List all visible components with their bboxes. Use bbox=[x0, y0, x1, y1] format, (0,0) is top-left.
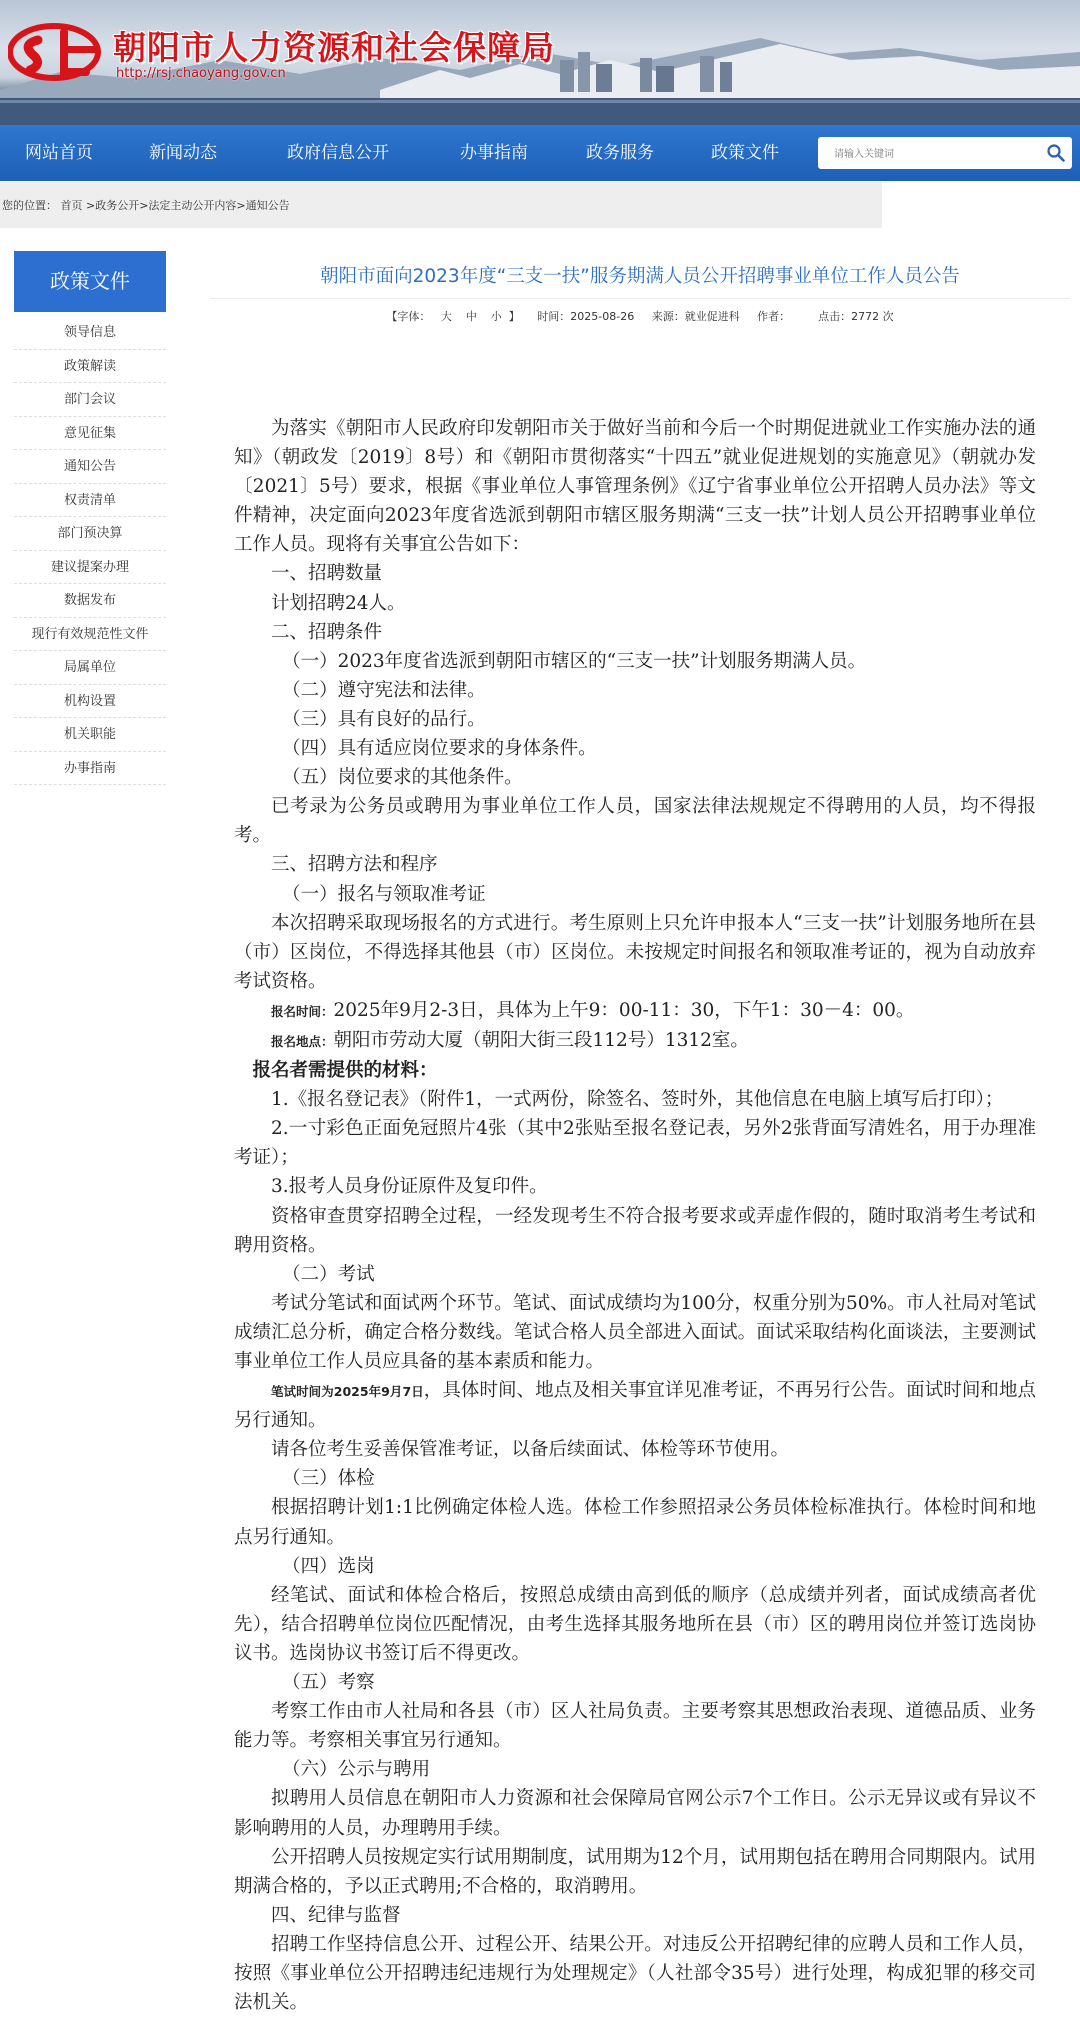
sidebar-item-leaders[interactable]: 领导信息 bbox=[14, 316, 166, 350]
subsection-heading: （三）体检 bbox=[282, 1468, 375, 1490]
sidebar-item-regulations[interactable]: 现行有效规范性文件 bbox=[14, 618, 166, 652]
paragraph: 招聘工作坚持信息公开、过程公开、结果公开。对违反公开招聘纪律的应聘人员和工作人员，按照《事业单位公开招聘违纪违规行为处理规定》（人社部令35号）进行处理，构成犯罪的移交司法机关。 bbox=[234, 1933, 1036, 2014]
exam-time bbox=[234, 1376, 1036, 1435]
article-meta: 【字体： 大 中 小 】 时间：2025-08-26 来源：就业促进科 作者： 点击：2772 次 bbox=[386, 310, 894, 323]
search-icon[interactable] bbox=[1046, 143, 1066, 163]
subsection-heading: （五）考察 bbox=[282, 1672, 375, 1694]
section-heading: 二、招聘条件 bbox=[271, 621, 383, 643]
condition-item: （一）2023年度省选派到朝阳市辖区的“三支一扶”计划服务期满人员。 bbox=[282, 650, 867, 672]
paragraph: 已考录为公务员或聘用为事业单位工作人员，国家法律法规规定不得聘用的人员，均不得报考。 bbox=[234, 796, 1036, 847]
paragraph: 根据招聘计划1:1比例确定体检人选。体检工作参照招录公务员体检标准执行。体检时间和地点另行通知。 bbox=[234, 1497, 1036, 1548]
materials-heading: 报名者需提供的材料： bbox=[252, 1060, 438, 1082]
search-box bbox=[818, 137, 1072, 169]
header-banner bbox=[0, 0, 1080, 125]
exam-time-label: 笔试时间为2025年9月7日 bbox=[271, 1384, 424, 1400]
paragraph: 考试分笔试和面试两个环节。笔试、面试成绩均为100分，权重分别为50%。市人社局对笔试成绩汇总分析，确定合格分数线。笔试合格人员全部进入面试。面试采取结构化面谈法，主要测试事业单位工作人员应具备的基本素质和能力。 bbox=[234, 1292, 1036, 1372]
paragraph: 资格审查贯穿招聘全过程，一经发现考生不符合报考要求或弄虚作假的，随时取消考生考试和聘用资格。 bbox=[234, 1205, 1036, 1256]
paragraph: 经笔试、面试和体检合格后，按照总成绩由高到低的顺序（总成绩并列者，面试成绩高者优先），结合招聘单位岗位匹配情况，由考生选择其服务地所在县（市）区的聘用岗位并签订选岗协议书。选岗协议书签订后不得更改。 bbox=[234, 1584, 1036, 1664]
breadcrumb-bar bbox=[0, 182, 882, 228]
paragraph: 计划招聘24人。 bbox=[271, 592, 406, 614]
subsection-heading: （二）考试 bbox=[282, 1263, 375, 1285]
nav-policy[interactable]: 政策文件 bbox=[711, 143, 779, 163]
article-body bbox=[234, 414, 1036, 2017]
subsection-heading: （六）公示与聘用 bbox=[282, 1759, 431, 1781]
paragraph: 请各位考生妥善保管准考证，以备后续面试、体检等环节使用。 bbox=[271, 1439, 790, 1461]
sidebar-item-powers[interactable]: 权责清单 bbox=[14, 484, 166, 518]
registration-time bbox=[234, 996, 1036, 1026]
condition-item: （三）具有良好的品行。 bbox=[282, 708, 486, 730]
sidebar-item-budget[interactable]: 部门预决算 bbox=[14, 517, 166, 551]
main-nav bbox=[0, 125, 1080, 181]
section-heading: 三、招聘方法和程序 bbox=[271, 854, 438, 876]
sidebar-item-interpretation[interactable]: 政策解读 bbox=[14, 350, 166, 384]
registration-place bbox=[234, 1026, 1036, 1056]
nav-guide[interactable]: 办事指南 bbox=[460, 143, 528, 163]
sidebar-item-meetings[interactable]: 部门会议 bbox=[14, 383, 166, 417]
registration-place-label: 报名地点： bbox=[271, 1033, 334, 1049]
paragraph: 拟聘用人员信息在朝阳市人力资源和社会保障局官网公示7个工作日。公示无异议或有异议不影响聘用的人员，办理聘用手续。 bbox=[234, 1788, 1036, 1839]
site-url[interactable]: http://rsj.chaoyang.gov.cn bbox=[116, 66, 286, 81]
nav-news[interactable]: 新闻动态 bbox=[149, 143, 217, 163]
material-item: 1.《报名登记表》（附件1，一式两份，除签名、签时外，其他信息在电脑上填写后打印）； bbox=[271, 1089, 1004, 1111]
paragraph: 本次招聘采取现场报名的方式进行。考生原则上只允许申报本人“三支一扶”计划服务地所在县（市）区岗位，不得选择其他县（市）区岗位。未按规定时间报名和领取准考证的，视为自动放弃考试资格。 bbox=[234, 912, 1036, 992]
sidebar-item-opinions[interactable]: 意见征集 bbox=[14, 417, 166, 451]
logo-icon bbox=[8, 20, 106, 84]
sidebar-item-proposals[interactable]: 建议提案办理 bbox=[14, 551, 166, 585]
material-item: 2.一寸彩色正面免冠照片4张（其中2张贴至报名登记表，另外2张背面写清姓名，用于办理准考证）； bbox=[234, 1118, 1036, 1169]
subsection-heading: （四）选岗 bbox=[282, 1555, 375, 1577]
sidebar-item-units[interactable]: 局属单位 bbox=[14, 651, 166, 685]
paragraph: 为落实《朝阳市人民政府印发朝阳市关于做好当前和今后一个时期促进就业工作实施办法的通知》（朝政发〔2019〕8号）和《朝阳市贯彻落实“十四五”就业促进规划的实施意见》（朝就办发〔2021〕5号）要求，根据《事业单位人事管理条例》《辽宁省事业单位公开招聘人员办法》等文件精神，决定面向2023年度省选派到朝阳市辖区服务期满“三支一扶”计划人员公开招聘事业单位工作人员。现将有关事宜公告如下： bbox=[234, 418, 1036, 556]
sidebar-item-guide[interactable]: 办事指南 bbox=[14, 752, 166, 786]
subsection-heading: （一）报名与领取准考证 bbox=[282, 883, 486, 905]
sidebar-item-functions[interactable]: 机关职能 bbox=[14, 718, 166, 752]
breadcrumb[interactable]: 您的位置： 首页 >政务公开>法定主动公开内容>通知公告 bbox=[2, 199, 290, 212]
condition-item: （二）遵守宪法和法律。 bbox=[282, 679, 486, 701]
section-heading: 四、纪律与监督 bbox=[271, 1904, 401, 1926]
nav-home[interactable]: 网站首页 bbox=[25, 143, 93, 163]
sidebar-menu bbox=[14, 316, 166, 785]
search-input[interactable] bbox=[832, 143, 1036, 165]
registration-time-value: 2025年9月2-3日，具体为上午9：00-11：30，下午1：30－4：00。 bbox=[333, 999, 915, 1021]
article-title: 朝阳市面向2023年度“三支一扶”服务期满人员公开招聘事业单位工作人员公告 bbox=[320, 266, 960, 287]
sidebar-item-data[interactable]: 数据发布 bbox=[14, 584, 166, 618]
nav-gov-info[interactable]: 政府信息公开 bbox=[287, 143, 389, 163]
sidebar-item-notices[interactable]: 通知公告 bbox=[14, 450, 166, 484]
condition-item: （四）具有适应岗位要求的身体条件。 bbox=[282, 738, 597, 760]
site-title: 朝阳市人力资源和社会保障局 bbox=[113, 28, 555, 67]
paragraph: 公开招聘人员按规定实行试用期制度，试用期为12个月，试用期包括在聘用合同期限内。试用期满合格的，予以正式聘用;不合格的，取消聘用。 bbox=[234, 1846, 1036, 1897]
sidebar-title: 政策文件 bbox=[14, 251, 166, 312]
registration-time-label: 报名时间： bbox=[271, 1003, 334, 1019]
section-heading: 一、招聘数量 bbox=[271, 563, 383, 585]
sidebar-item-structure[interactable]: 机构设置 bbox=[14, 685, 166, 719]
title-divider bbox=[210, 298, 1070, 299]
material-item: 3.报考人员身份证原件及复印件。 bbox=[271, 1176, 548, 1198]
registration-place-value: 朝阳市劳动大厦（朝阳大街三段112号）1312室。 bbox=[333, 1029, 749, 1051]
condition-item: （五）岗位要求的其他条件。 bbox=[282, 767, 523, 789]
paragraph: 考察工作由市人社局和各县（市）区人社局负责。主要考察其思想政治表现、道德品质、业务能力等。考察相关事宜另行通知。 bbox=[234, 1701, 1036, 1752]
exam-time-detail: ，具体时间、地点及相关事宜详见准考证，不再另行公告。面试时间和地点另行通知。 bbox=[234, 1380, 1036, 1432]
nav-services[interactable]: 政务服务 bbox=[586, 143, 654, 163]
